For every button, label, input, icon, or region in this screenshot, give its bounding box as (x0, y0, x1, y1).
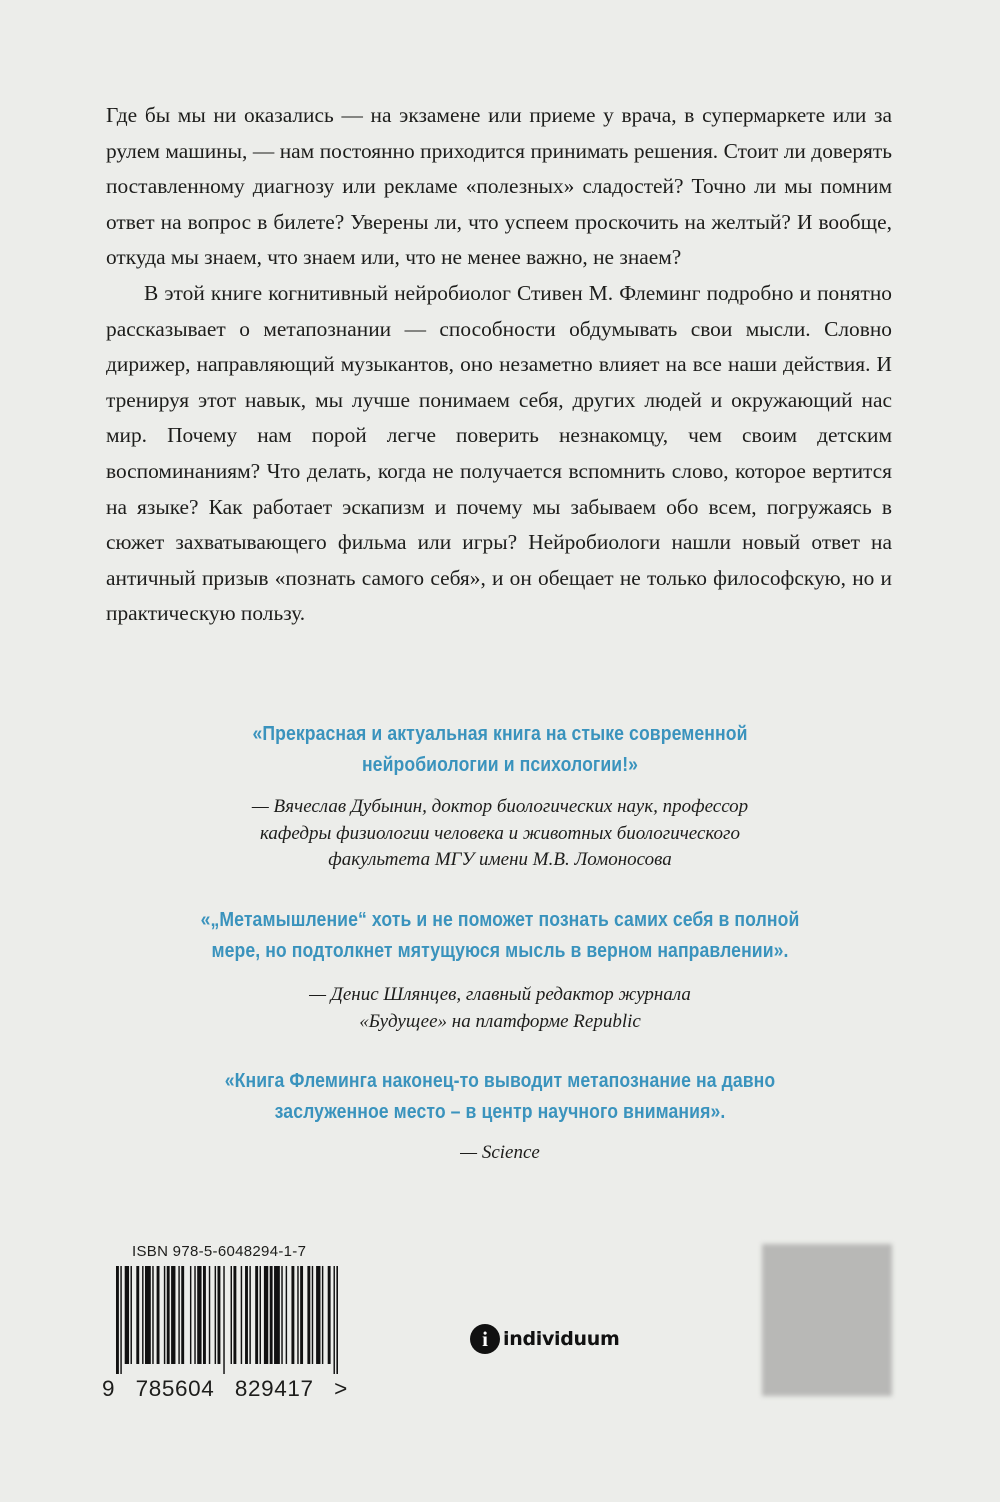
barcode-bar (328, 1266, 331, 1364)
barcode-bar (274, 1266, 280, 1364)
barcode-bar (316, 1266, 320, 1364)
barcode-bar (270, 1266, 273, 1364)
barcode-bar (297, 1266, 298, 1364)
review-attribution-1 (150, 794, 850, 874)
barcode-bar (291, 1266, 294, 1364)
barcode-bar (171, 1266, 175, 1364)
attribution-line: факультета МГУ имени М.В. Ломоносова (328, 849, 672, 870)
barcode-bar (215, 1266, 216, 1364)
barcode-bar (209, 1266, 210, 1364)
barcode-bar (322, 1266, 323, 1364)
attribution-line: — Вячеслав Дубынин, доктор биологических наук, профессор (251, 796, 749, 817)
barcode-bar (203, 1266, 206, 1364)
barcode-bar (136, 1266, 139, 1364)
barcode-bar (233, 1266, 236, 1364)
quote-line: мере, но подтолкнет мятущуюся мысль в верном направлении». (211, 939, 789, 962)
barcode-bar (312, 1266, 313, 1364)
quote-line: «Книга Флеминга наконец-то выводит метапознание на давно (224, 1069, 776, 1092)
barcode-bar (197, 1266, 201, 1364)
barcode-bar (178, 1266, 179, 1364)
attribution-line: — Science (460, 1142, 540, 1163)
barcode-bar (152, 1266, 153, 1364)
attribution-line: «Будущее» на платформе Republic (359, 1010, 641, 1032)
barcode-bar (255, 1266, 258, 1364)
barcode-bar (142, 1266, 143, 1364)
barcode-bar (286, 1266, 287, 1364)
quote-line: нейробиологии и психологии!» (361, 753, 639, 776)
barcode-bar (218, 1266, 221, 1364)
barcode-digits: 9 785604 829417 > (102, 1376, 348, 1401)
attribution-line: — Денис Шлянцев, главный редактор журнала (309, 984, 691, 1005)
review-quote-3 (199, 1065, 801, 1127)
isbn-label: ISBN 978-5-6048294-1-7 (132, 1243, 307, 1260)
barcode-bar (249, 1266, 250, 1364)
description-paragraph-1: Где бы мы ни оказались — на экзамене или приеме у врача, в супермаркете или за рулем машины, — нам постоянно приходится принимать решения. Стоит ли доверять поставленному диагнозу или рекламе «полезных» сладостей? Точно ли мы помним ответ на вопрос в билете? Уверены ли, что успеем проскочить на желтый? И вообще, откуда мы знаем, что знаем или, что не менее важно, не знаем? (106, 103, 892, 270)
publisher-name: individuum (503, 1328, 620, 1350)
barcode-bar (157, 1266, 160, 1364)
quote-line: «„Метамышление“ хоть и не поможет познать самих себя в полной (200, 908, 800, 931)
review-quote-2 (199, 904, 801, 966)
barcode-bar (116, 1266, 119, 1374)
barcode-bar (245, 1266, 248, 1364)
barcode-bar (241, 1266, 242, 1364)
barcode-bar (164, 1266, 165, 1364)
barcode-bar (336, 1266, 338, 1374)
barcode-bar (300, 1266, 303, 1364)
barcode-icon (116, 1266, 338, 1374)
quote-line: «Прекрасная и актуальная книга на стыке современной (252, 722, 748, 745)
barcode-bar (231, 1266, 232, 1364)
barcode-bar (260, 1266, 261, 1364)
review-quote-1 (199, 718, 801, 780)
barcode-bar (167, 1266, 170, 1364)
barcode-bar (145, 1266, 151, 1364)
description-paragraph-2: В этой книге когнитивный нейробиолог Стивен М. Флеминг подробно и понятно рассказывает о метапознании — способности обдумывать свои мысли. Словно дирижер, направляющий музыкантов, оно незаметно влияет на все наши действия. И тренируя этот навык, мы лучше понимаем себя, других людей и окружающий нас мир. Почему нам порой легче поверить незнакомцу, чем своим детским воспоминаниям? Что делать, когда не получается вспомнить слово, которое вертится на языке? Как работает эскапизм и почему мы забываем обо всем, погружаясь в сюжет захватывающего фильма или игры? Нейробиологи нашли новый ответ на античный призыв «познать самого себя», и он обещает не только философскую, но и практическую пользу. (106, 280, 892, 626)
barcode-bar (281, 1266, 282, 1364)
description-text (106, 98, 892, 632)
review-attribution-3 (150, 1140, 850, 1167)
barcode-bar (131, 1266, 132, 1364)
circle-i-logo-icon: i (470, 1324, 500, 1354)
barcode-bar (264, 1266, 268, 1364)
barcode-bar (120, 1266, 121, 1374)
quote-line: заслуженное место – в центр научного внимания». (274, 1100, 726, 1123)
attribution-line: кафедры физиологии человека и животных биологического (260, 822, 740, 844)
barcode-bar (190, 1266, 191, 1364)
barcode-bar (125, 1266, 129, 1364)
barcode-bar (307, 1266, 310, 1364)
barcode-bar (334, 1266, 335, 1374)
qr-code-icon (762, 1244, 892, 1396)
publisher-logo (470, 1324, 620, 1354)
barcode-bar (181, 1266, 184, 1364)
barcode-bar (194, 1266, 195, 1364)
review-attribution-2 (150, 982, 850, 1035)
barcode-bar (223, 1266, 224, 1374)
